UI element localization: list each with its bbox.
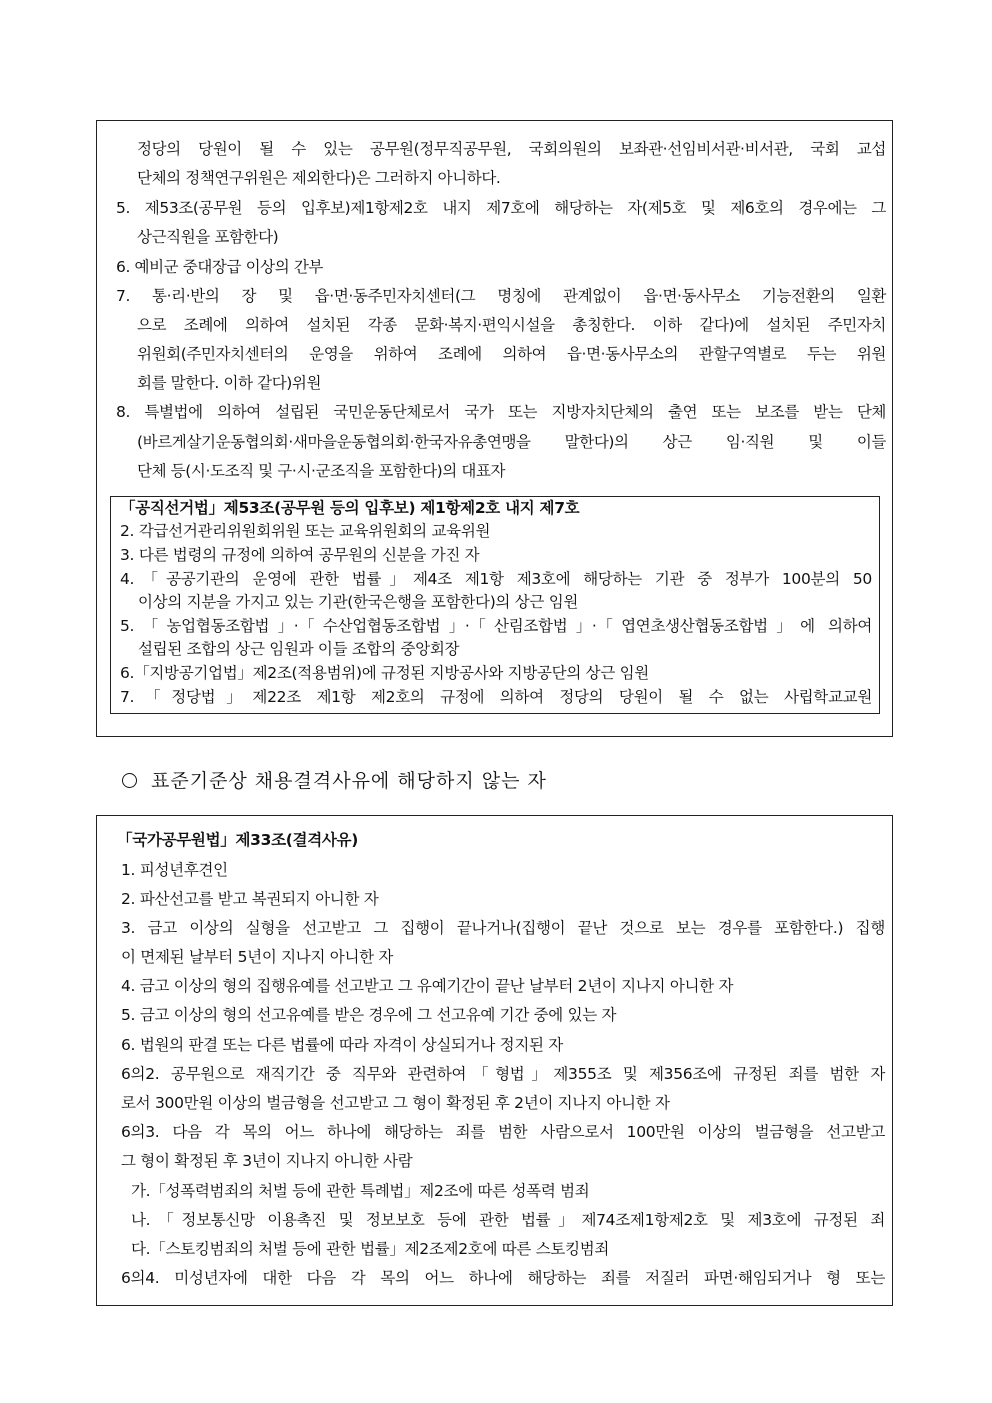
sub-item: 가.「성폭력범죄의 처벌 등에 관한 특례법」제2조에 따른 성폭력 범죄 (131, 1182, 590, 1200)
list-item: 1. 피성년후견인 (121, 861, 228, 879)
list-item: 6의2. 공무원으로 재직기간 중 직무와 관련하여「형법」제355조 및 제356조에 규정된 죄를 범한 자 (121, 1065, 885, 1083)
sub-item: 나.「정보통신망 이용촉진 및 정보보호 등에 관한 법률」제74조제1항제2호 및 제3호에 규정된 죄 (131, 1211, 885, 1229)
list-item-8: 8. 특별법에 의하여 설립된 국민운동단체로서 국가 또는 지방자치단체의 출연 또는 보조를 받는 단체 (116, 403, 886, 421)
list-item: 6의3. 다음 각 목의 어느 하나에 해당하는 죄를 범한 사람으로서 100만원 이상의 벌금형을 선고받고 (121, 1123, 885, 1141)
disqualification-box (96, 815, 893, 1306)
list-item-5: 5. 제53조(공무원 등의 입후보)제1항제2호 내지 제7호에 해당하는 자(제5호 및 제6호의 경우에는 그 (116, 199, 886, 217)
excerpt-item: 7.「정당법」제22조 제1항 제2호의 규정에 의하여 정당의 당원이 될 수 없는 사립학교교원 (120, 688, 872, 706)
list-item: 3. 금고 이상의 실형을 선고받고 그 집행이 끝나거나(집행이 끝난 것으로 보는 경우를 포함한다.) 집행 (121, 919, 885, 937)
excerpt-item: 이상의 지분을 가지고 있는 기관(한국은행을 포함한다)의 상근 임원 (138, 593, 579, 611)
list-item: 이 면제된 날부터 5년이 지나지 아니한 자 (121, 948, 394, 966)
list-item: 6의4. 미성년자에 대한 다음 각 목의 어느 하나에 해당하는 죄를 저질러 파면·해임되거나 형 또는 (121, 1269, 885, 1287)
excerpt-item: 5.「농업협동조합법」·「수산업협동조합법」·「산림조합법」·「엽연초생산협동조합법」에 의하여 (120, 617, 872, 635)
text-line: 위원회(주민자치센터의 운영을 위하여 조례에 의하여 읍·면·동사무소의 관할구역별로 두는 위원 (137, 345, 886, 363)
list-item-7: 7. 통·리·반의 장 및 읍·면·동주민자치센터(그 명칭에 관계없이 읍·면·동사무소 기능전환의 일환 (116, 287, 886, 305)
text-line: 으로 조례에 의하여 설치된 각종 문화·복지·편익시설을 총칭한다. 이하 같다)에 설치된 주민자치 (137, 316, 886, 334)
excerpt-title: 「공직선거법」제53조(공무원 등의 입후보) 제1항제2호 내지 제7호 (120, 499, 580, 517)
text-line: (바르게살기운동협의회·새마을운동협의회·한국자유총연맹을 말한다)의 상근 임·직원 및 이들 (137, 433, 886, 451)
text-line: 정당의 당원이 될 수 있는 공무원(정무직공무원, 국회의원의 보좌관·선임비서관·비서관, 국회 교섭 (137, 140, 886, 158)
list-item-6: 6. 예비군 중대장급 이상의 간부 (116, 258, 323, 276)
section-heading-text: 표준기준상 채용결격사유에 해당하지 않는 자 (151, 770, 547, 792)
circle-bullet-icon (122, 773, 137, 788)
excerpt-item: 설립된 조합의 상근 임원과 이들 조합의 중앙회장 (138, 640, 460, 658)
text-line: 단체 등(시·도조직 및 구·시·군조직을 포함한다)의 대표자 (137, 462, 506, 480)
list-item: 2. 파산선고를 받고 복권되지 아니한 자 (121, 890, 379, 908)
list-item: 그 형이 확정된 후 3년이 지나지 아니한 사람 (121, 1152, 413, 1170)
excerpt-item: 3. 다른 법령의 규정에 의하여 공무원의 신분을 가진 자 (120, 546, 480, 564)
election-law-excerpt-box (110, 496, 880, 714)
text-line: 단체의 정책연구위원은 제외한다)은 그러하지 아니하다. (137, 169, 501, 187)
excerpt-item: 4.「공공기관의 운영에 관한 법률」제4조 제1항 제3호에 해당하는 기관 중 정부가 100분의 50 (120, 570, 872, 588)
box-title: 「국가공무원법」제33조(결격사유) (117, 831, 359, 849)
excerpt-item: 2. 각급선거관리위원회위원 또는 교육위원회의 교육위원 (120, 522, 491, 540)
section-heading (122, 766, 547, 793)
list-item: 6. 법원의 판결 또는 다른 법률에 따라 자격이 상실되거나 정지된 자 (121, 1036, 563, 1054)
list-item: 로서 300만원 이상의 벌금형을 선고받고 그 형이 확정된 후 2년이 지나지 아니한 자 (121, 1094, 670, 1112)
list-item: 5. 금고 이상의 형의 선고유예를 받은 경우에 그 선고유예 기간 중에 있는 자 (121, 1006, 617, 1024)
excerpt-item: 6.「지방공기업법」제2조(적용범위)에 규정된 지방공사와 지방공단의 상근 임원 (120, 664, 649, 682)
list-item: 4. 금고 이상의 형의 집행유예를 선고받고 그 유예기간이 끝난 날부터 2년이 지나지 아니한 자 (121, 977, 734, 995)
sub-item: 다.「스토킹범죄의 처벌 등에 관한 법률」제2조제2호에 따른 스토킹범죄 (131, 1240, 610, 1258)
text-line: 상근직원을 포함한다) (137, 228, 279, 246)
text-line: 회를 말한다. 이하 같다)위원 (137, 374, 322, 392)
